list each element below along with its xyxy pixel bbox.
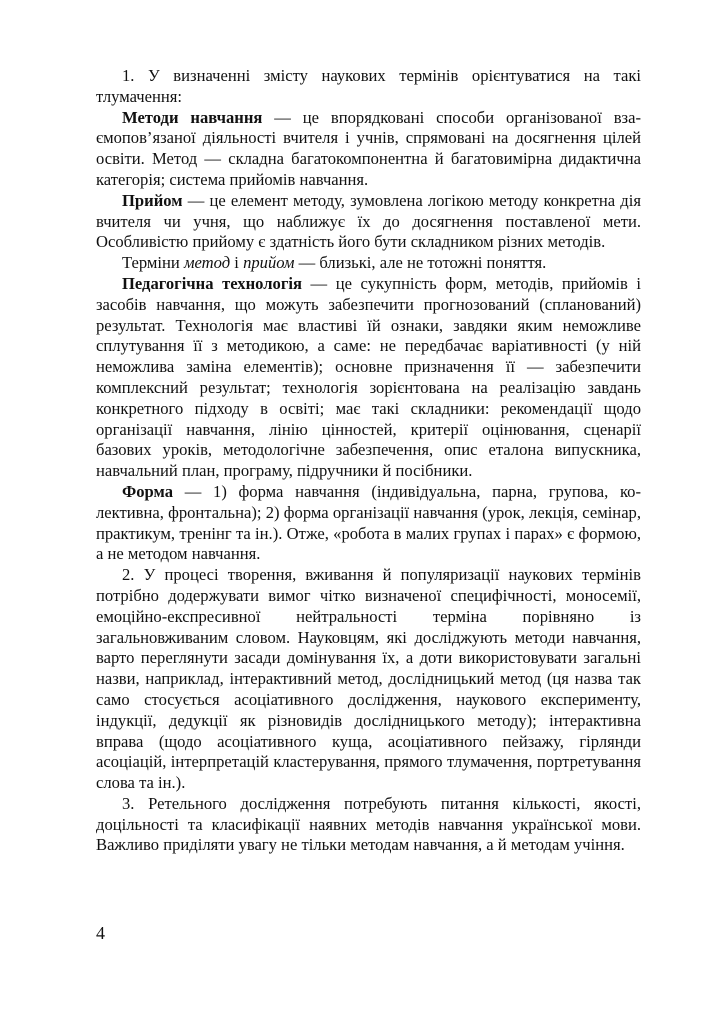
paragraph-terms-comparison bbox=[96, 253, 641, 274]
page-body bbox=[96, 66, 641, 856]
definition-form: — 1) форма навчання (індивідуальна, парна, групова, колективна, фронтальна); 2) форма організації навчання (урок, лекція, семінар, практикум, тренінг та ін.). Отже, «робота в малих групах і парах» є формою, а не методом навчання. bbox=[96, 481, 641, 564]
italic-term-technique: прийом bbox=[243, 253, 295, 273]
paragraph-3: 3. Ретельного дослідження потребують питання кількості, якості, доцільності та класифікації наявних методів навчання української мови. Важливо приділяти увагу не тільки методам навчання, а й методам учіння. bbox=[96, 793, 641, 855]
paragraph-pedagogical-technology bbox=[96, 274, 641, 482]
text-segment: і bbox=[230, 253, 244, 273]
term-pedagogical-technology: Педагогічна технологія bbox=[122, 273, 302, 293]
text-segment: — близькі, але не тотожні поняття. bbox=[294, 253, 547, 273]
paragraph-technique bbox=[96, 191, 641, 253]
page-number: 4 bbox=[96, 923, 105, 943]
paragraph-2: 2. У процесі творення, вживання й популяризації наукових термінів потрібно додержувати вимог чітко визначеної специфічності, моносемії, емоційно-експресивної нейтральності терміна порівняно із загальновживаним словом. Науковцям, які досліджують методи навчання, варто переглянути засади домінування їх, а доти використовувати загальні назви, наприклад, інтерактивний метод, дослідницький метод (ця назва так само стосується асоціативного дослідження, наукового експерименту, індукції, дедукції як різновидів дослідницького методу); інтерактивна вправа (щодо асоціативного куща, асоціативного пейзажу, гірлянди асоціацій, інтерпретацій кластерування, прямого тлумачення, портретування слова та ін.). bbox=[96, 565, 641, 793]
term-technique: Прийом bbox=[122, 190, 183, 210]
paragraph-form bbox=[96, 482, 641, 565]
term-teaching-methods: Методи навчання bbox=[122, 107, 263, 127]
paragraph-1: 1. У визначенні змісту наукових термінів орієнтуватися на такі тлумачення: bbox=[96, 66, 641, 106]
italic-term-method: метод bbox=[183, 253, 231, 273]
term-form: Форма bbox=[122, 481, 174, 501]
definition-pedagogical-technology: — це сукупність форм, методів, прийомів і засобів навчання, що можуть забезпечити прогнозований (спланований) результат. Технологія має властиві їй ознаки, завдяки яким неможливе сплутування її з методикою, а саме: не передбачає варіативності (у ній неможлива заміна елементів); основне призначення її — забезпечити комплексний результат; технологія зорієнтована на реалізацію завдань конкретного підходу в освіті; має такі складники: рекомендації щодо організації навчання, лінію цінностей, критерії оцінювання, сценарії базових уроків, методологічне забезпечення, опис еталона випускника, навчальний план, програму, підручники й посібники. bbox=[96, 273, 641, 481]
paragraph-teaching-methods bbox=[96, 108, 641, 191]
text-segment: Терміни bbox=[122, 253, 184, 273]
definition-technique: — це елемент методу, зумовлена логікою методу конкретна дія вчителя чи учня, що наближує їх до досягнення поставленої мети. Особливістю прийому є здатність його бути складником різних методів. bbox=[96, 190, 641, 252]
definition-teaching-methods: — це впорядковані способи організованої взаємопов’язаної діяльності вчителя і учнів, спрямовані на досягнення цілей освіти. Метод — складна багатокомпонентна й багатовимірна дидактична категорія; система прийомів навчання. bbox=[96, 107, 641, 189]
